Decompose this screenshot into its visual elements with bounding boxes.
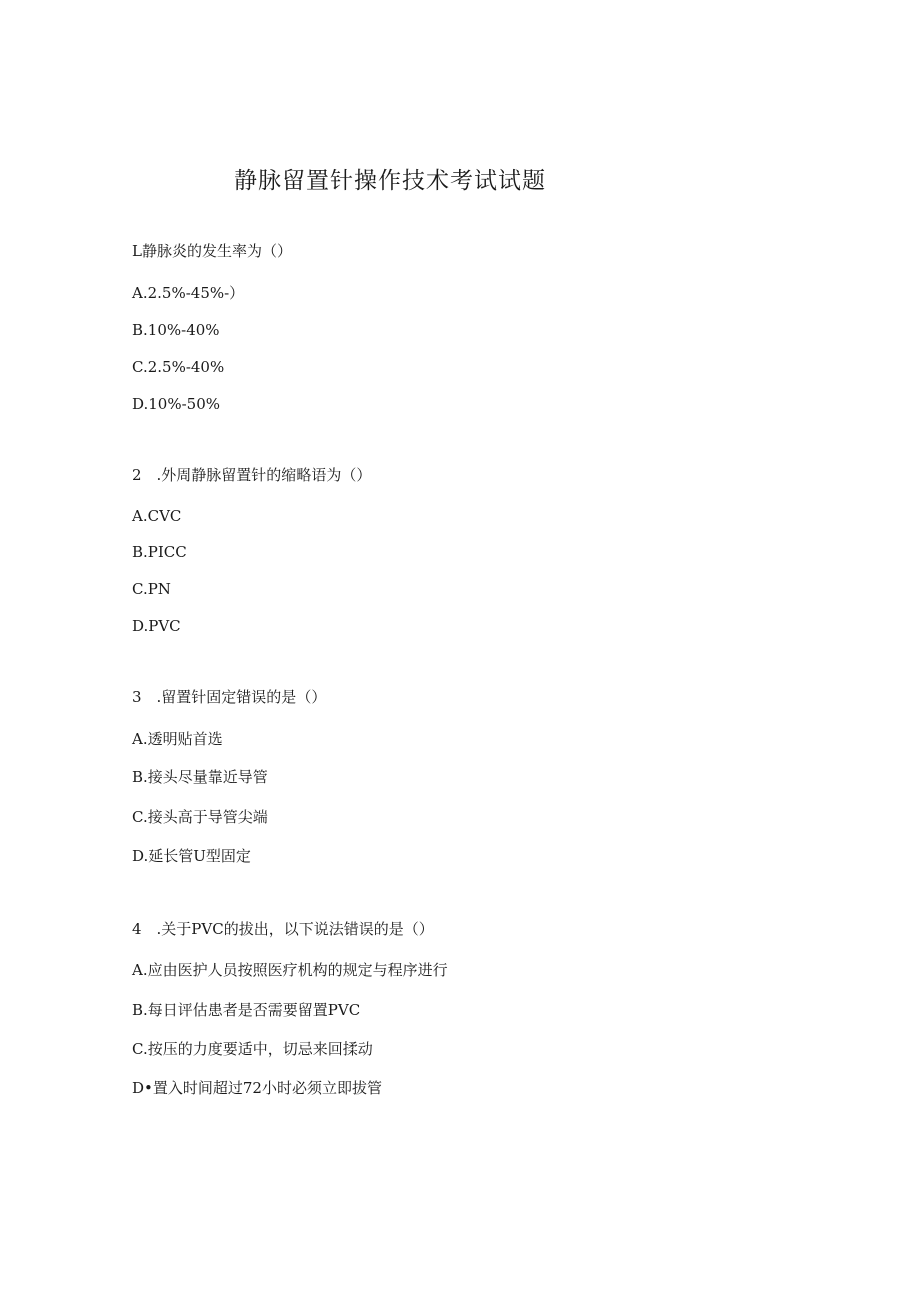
question-3-option-b: B.接头尽量靠近导管 [132, 768, 268, 786]
question-3-option-a: A.透明贴首选 [132, 730, 223, 748]
question-3-stem: 3 .留置针固定错误的是（） [132, 688, 327, 706]
question-2-stem: 2 .外周静脉留置针的缩略语为（） [132, 466, 372, 484]
question-1-stem: L静脉炎的发生率为（） [132, 242, 292, 260]
question-2-option-a: A.CVC [132, 507, 182, 525]
question-4-option-d: D•置入时间超过72小时必须立即拔管 [132, 1079, 382, 1097]
question-3-option-c: C.接头高于导管尖端 [132, 808, 268, 826]
question-1-option-d: D.10%-50% [132, 395, 221, 413]
question-2-option-c: C.PN [132, 580, 171, 598]
question-4-stem: 4 .关于PVC的拔出，以下说法错误的是（） [132, 920, 434, 938]
question-1-option-b: B.10%-40% [132, 321, 220, 339]
page-title: 静脉留置针操作技术考试试题 [234, 168, 546, 194]
question-2-option-d: D.PVC [132, 617, 181, 635]
question-4-option-b: B.每日评估患者是否需要留置PVC [132, 1001, 361, 1019]
question-4-option-a: A.应由医护人员按照医疗机构的规定与程序进行 [132, 961, 448, 979]
question-1-option-c: C.2.5%-40% [132, 358, 225, 376]
question-4-option-c: C.按压的力度要适中，切忌来回揉动 [132, 1040, 373, 1058]
question-1-option-a: A.2.5%-45%-） [132, 284, 245, 302]
question-3-option-d: D.延长管U型固定 [132, 847, 251, 865]
question-2-option-b: B.PICC [132, 543, 187, 561]
